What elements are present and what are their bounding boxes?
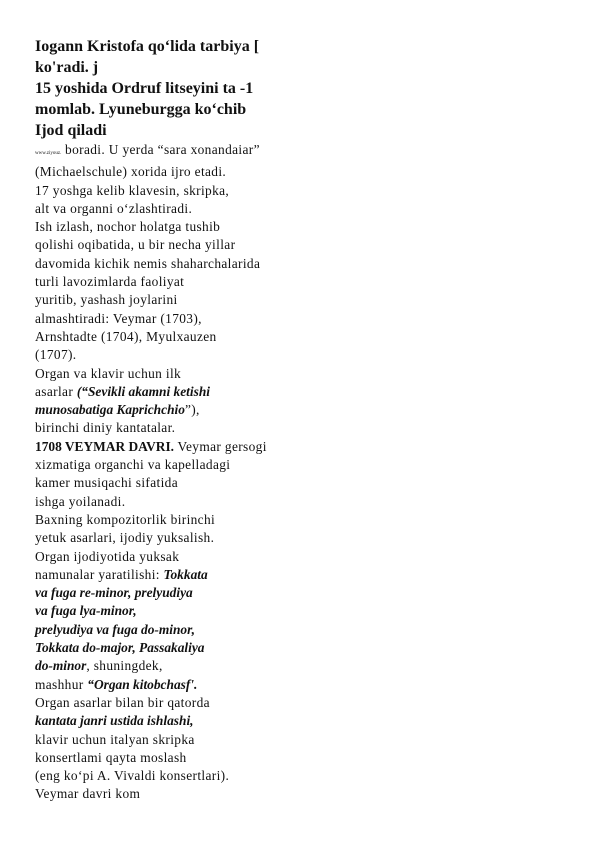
body-line: alt va organni o‘zlashtiradi.: [35, 200, 193, 216]
body-line: Baxning kompozitorlik birinchi: [35, 511, 216, 527]
body-line: 17 yoshga kelib klavesin, skripka,: [35, 182, 230, 198]
body-line: kamer musiqachi sifatida: [35, 475, 179, 491]
italic-title-line: va fuga re-minor, prelyudiya: [35, 585, 193, 601]
body-line: yuritib, yashash joylarini: [35, 292, 178, 308]
body-line: birinchi diniy kantatalar.: [35, 420, 176, 436]
text-run: boradi. U yerda “sara xonandaiar”: [61, 142, 260, 157]
italic-title-line: prelyudiya va fuga do-minor,: [35, 621, 195, 637]
body-line: davomida kichik nemis shaharchalarida: [35, 255, 261, 271]
body-line: ishga yoilanadi.: [35, 493, 126, 509]
body-line: Veymar davri kom: [35, 786, 141, 802]
body-line: [35, 401, 335, 419]
body-line: Ish izlash, nochor holatga tushib: [35, 219, 221, 235]
body-line: [35, 676, 335, 694]
italic-title-run: Tokkata: [163, 566, 208, 582]
body-line: Organ asarlar bilan bir qatorda: [35, 694, 210, 710]
body-line: Organ ijodiyotida yuksak: [35, 548, 180, 564]
document-page: [35, 36, 335, 804]
text-run: Veymar gersogi: [174, 438, 267, 454]
body-line: (Michaelschule) xorida ijro etadi.: [35, 164, 227, 180]
body-line: [35, 657, 335, 675]
body-line: (1707).: [35, 347, 77, 363]
italic-title-run: munosabatiga Kaprichchio: [35, 402, 185, 418]
small-note: www.ziyouz.: [35, 151, 62, 156]
text-run: namunalar yaratilishi:: [35, 566, 164, 582]
body-line: [35, 141, 335, 163]
body-line: yetuk asarlari, ijodiy yuksalish.: [35, 530, 215, 546]
italic-title-run: “Organ kitobchasf'.: [87, 676, 198, 692]
italic-title-line: Tokkata do-major, Passakaliya: [35, 640, 205, 656]
title-line-5: Ijod qiladi: [35, 122, 107, 139]
body-line: Organ va klavir uchun ilk: [35, 365, 182, 381]
title-line-3: 15 yoshida Ordruf litseyini ta -1: [35, 80, 254, 97]
italic-title-line: va fuga lya-minor,: [35, 603, 137, 619]
body-line: xizmatiga organchi va kapelladagi: [35, 457, 231, 473]
italic-title-run: (“Sevikli akamni ketishi: [76, 383, 210, 399]
body-line: [35, 383, 335, 401]
body-line: [35, 438, 335, 456]
italic-title-line: kantata janri ustida ishlashi,: [35, 713, 194, 729]
text-run: mashhur: [35, 676, 88, 692]
text-run: , shuningdek,: [86, 658, 163, 674]
body-line: klavir uchun italyan skripka: [35, 731, 195, 747]
body-line: almashtiradi: Veymar (1703),: [35, 310, 202, 326]
text-run: ”),: [184, 402, 200, 418]
section-heading: 1708 VEYMAR DAVRI.: [35, 438, 174, 454]
title-line-2: ko'radi. j: [35, 59, 99, 76]
italic-title-run: do-minor: [35, 658, 87, 674]
body-line: turli lavozimlarda faoliyat: [35, 274, 185, 290]
body-line: [35, 566, 335, 584]
body-line: qolishi oqibatida, u bir necha yillar: [35, 237, 236, 253]
text-run: asarlar: [35, 383, 77, 399]
title-line-1: Iogann Kristofa qo‘lida tarbiya [: [35, 38, 260, 55]
body-line: (eng ko‘pi A. Vivaldi konsertlari).: [35, 768, 230, 784]
body-line: konsertlami qayta moslash: [35, 749, 187, 765]
title-line-4: momlab. Lyuneburgga ko‘chib: [35, 101, 247, 118]
body-line: Arnshtadte (1704), Myulxauzen: [35, 328, 217, 344]
